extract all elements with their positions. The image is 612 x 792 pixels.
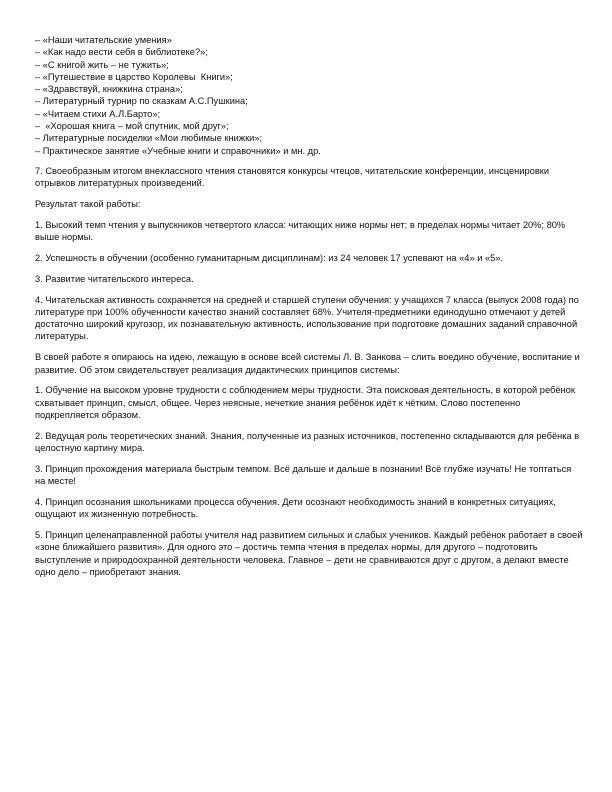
list-item: – «С книгой жить – не тужить»; xyxy=(35,59,169,70)
paragraph-principle-4: 4. Принцип осознания школьниками процесса обучения. Дети осознают необходимость знаний в конкретных ситуациях, ощущают их жизненную потребность. xyxy=(35,496,556,520)
paragraph-results-heading: Результат такой работы: xyxy=(35,199,141,210)
list-item: – Литературный турнир по сказкам А.С.Пушкина; xyxy=(35,96,248,107)
paragraph-result-2: 2. Успешность в обучении (особенно гуманитарным дисциплинам): из 24 человек 17 успевают на «4» и «5». xyxy=(35,252,504,263)
list-item: – Литературные посиделки «Мои любимые книжки»; xyxy=(35,133,263,144)
paragraph-result-3: 3. Развитие читательского интереса. xyxy=(35,273,194,284)
paragraph-reading-summary: 7. Своеобразным итогом внеклассного чтения становятся конкурсы чтецов, читательские конференции, инсценировки отрывков литературных произведений. xyxy=(35,165,550,189)
list-item: – «Хорошая книга – мой спутник, мой друг»; xyxy=(35,121,229,132)
paragraph-result-1: 1. Высокий темп чтения у выпускников четвертого класса: читающих ниже нормы нет; в пределах нормы читает 20%; 80% выше нормы. xyxy=(35,219,566,243)
paragraph-principle-5: 5. Принцип целенаправленной работы учителя над развитием сильных и слабых учеников. Каждый ребёнок работает в своей «зоне ближайшего развития». Для одного это – достичь темпа чтения в пределах нормы, для другого – подготовить выступление и природоохранной деятельности человека. Главное – дети не сравниваются друг с другом, а делают вместе одно дело – приобретают знания. xyxy=(35,530,583,577)
document-body xyxy=(35,34,583,587)
list-item: – «Наши читательские умения» xyxy=(35,35,172,45)
list-item: – «Как надо вести себя в библиотеке?»; xyxy=(35,47,208,58)
list-item: – «Путешествие в царство Королевы Книги»; xyxy=(35,71,233,82)
paragraph-principle-2: 2. Ведущая роль теоретических знаний. Знания, полученные из разных источников, постепенно складываются для ребёнка в целостную картину мира. xyxy=(35,430,580,454)
paragraph-result-4: 4. Читательская активность сохраняется на средней и старшей ступени обучения: у учащихся 7 класса (выпуск 2008 года) по литературе при 100% обученности качество знаний составляет 68%. Учителя-предметники единодушно отмечают у детей достаточно широкий кругозор, их познавательную активность, использование при подготовке домашних заданий справочной литературы. xyxy=(35,294,579,342)
list-item: – «Читаем стихи А.Л.Барто»; xyxy=(35,108,161,119)
list-item: – Практическое занятие «Учебные книги и справочники» и мн. др. xyxy=(35,145,321,156)
list-item: – «Здравствуй, книжкина страна»; xyxy=(35,84,183,95)
paragraph-principle-1: 1. Обучение на высоком уровне трудности с соблюдением меры трудности. Эта поисковая деятельность, в которой ребёнок схватывает принцип, смысл, общее. Через неясные, нечеткие знания ребёнок идёт к чётким. Слово постепенно подкрепляется образом. xyxy=(35,385,575,420)
paragraph-principle-3: 3. Принцип прохождения материала быстрым темпом. Всё дальше и дальше в познании! Всё глубже изучать! Не топтаться на месте! xyxy=(35,463,572,487)
paragraph-zankov-intro: В своей работе я опираюсь на идею, лежащую в основе всей системы Л. В. Занкова – слить воедино обучение, воспитание и развитие. Об этом свидетельствует реализация дидактических принципов системы: xyxy=(35,352,580,375)
activity-list xyxy=(35,34,583,157)
